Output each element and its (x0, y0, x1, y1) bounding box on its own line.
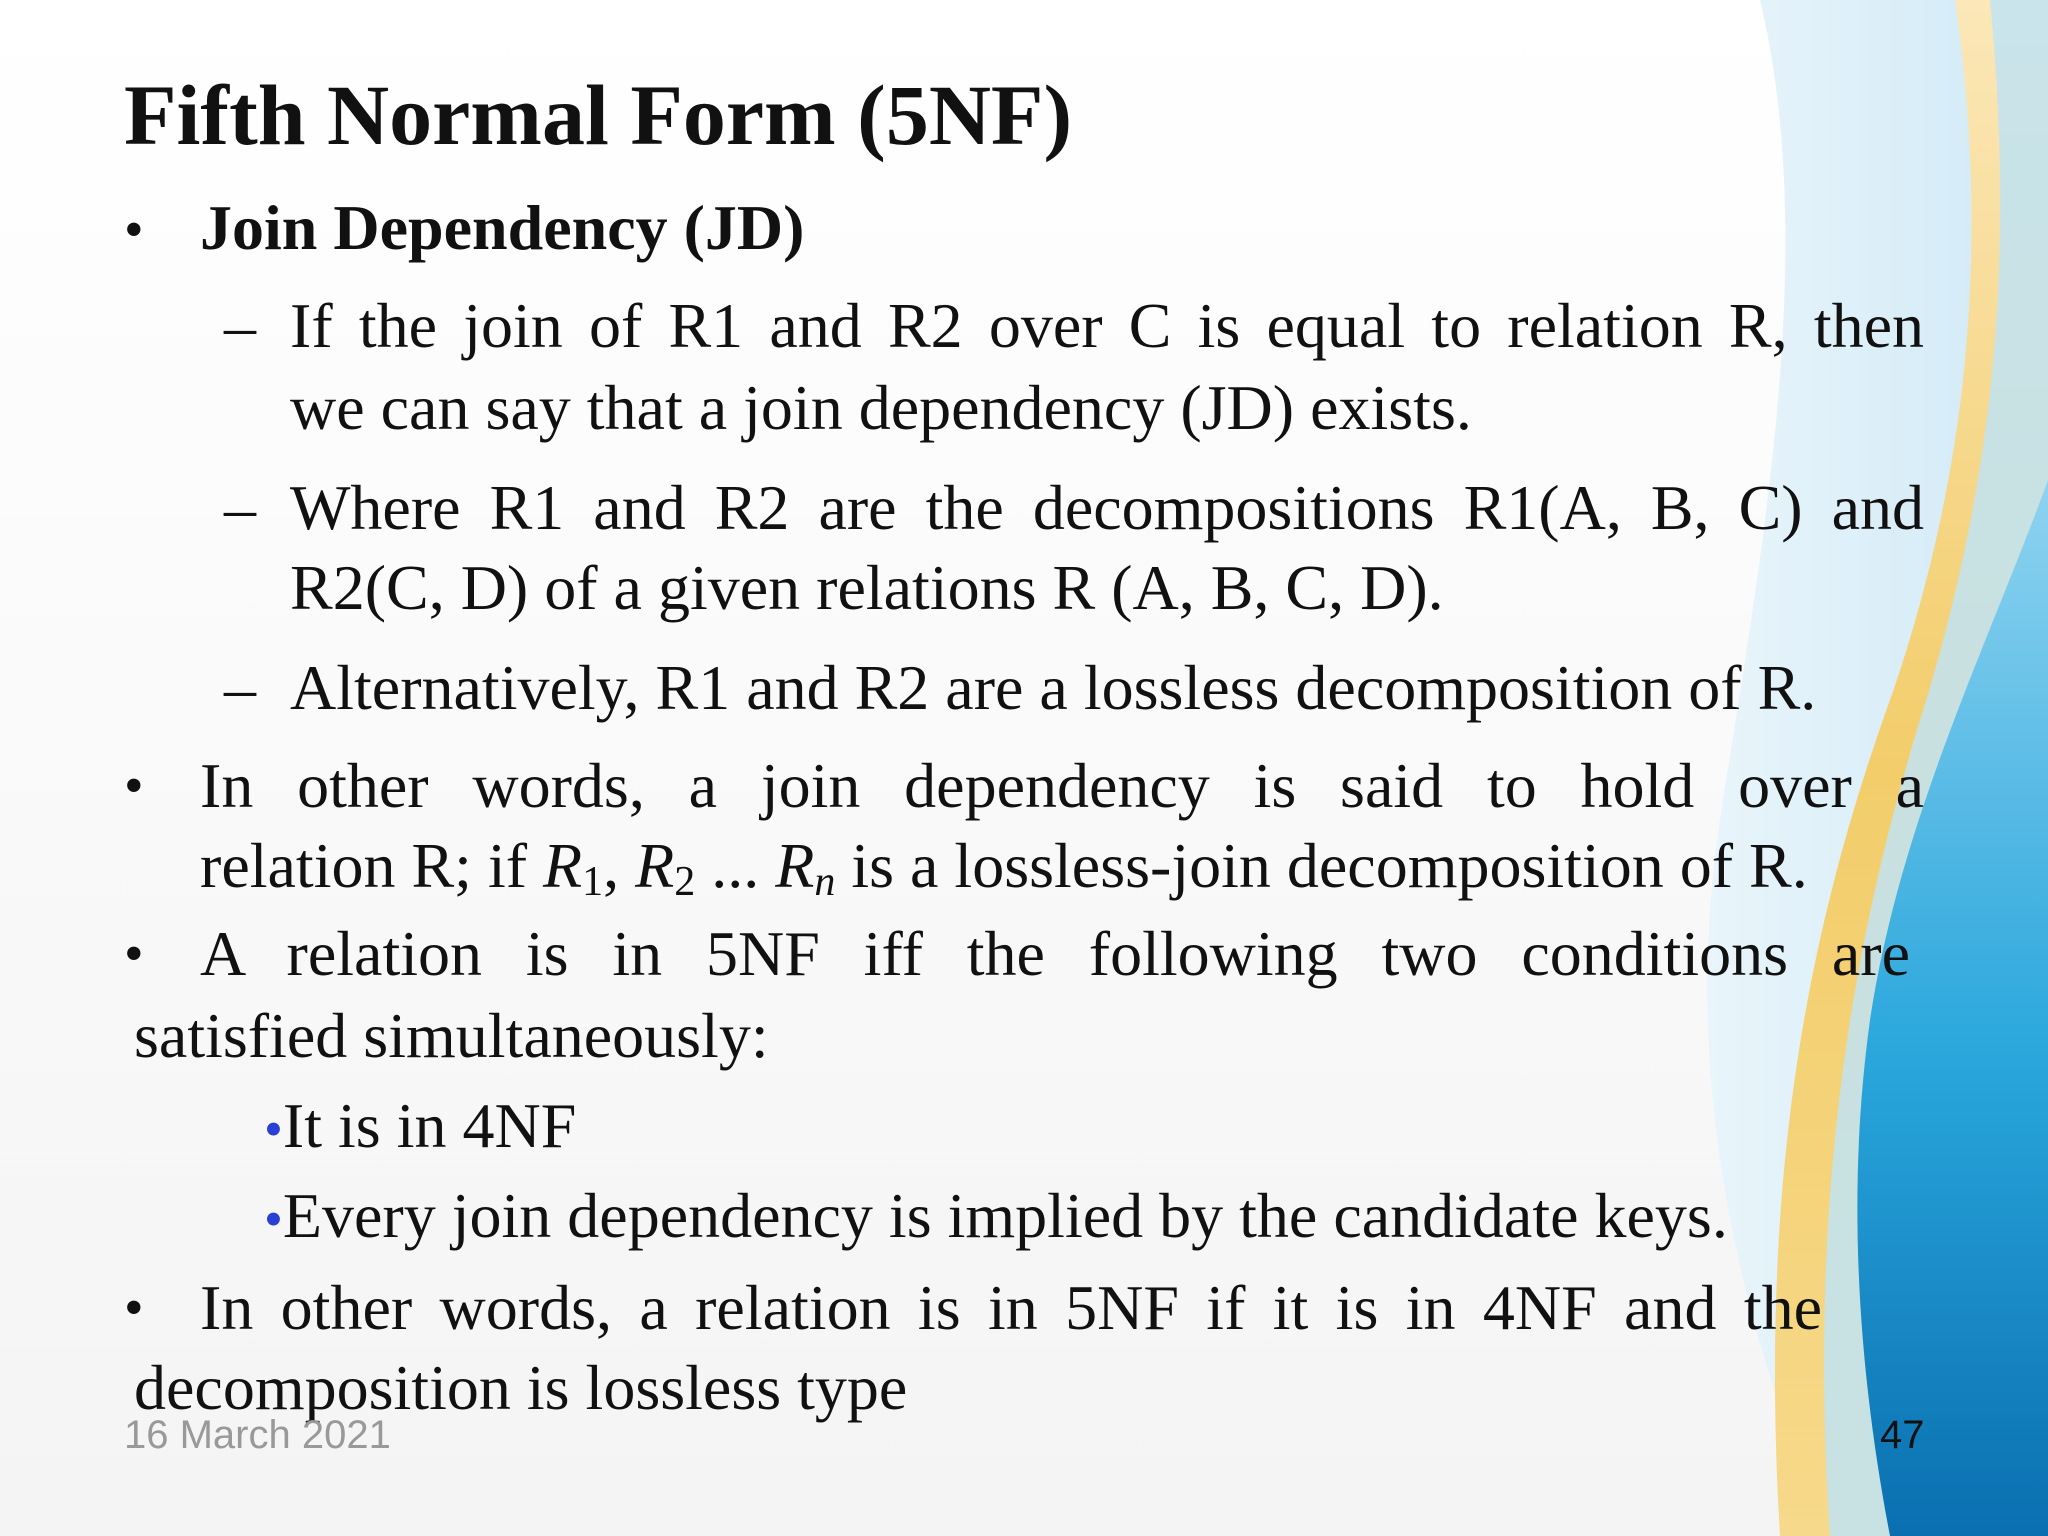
condition-item-1: •It is in 4NF (264, 1090, 577, 1161)
sub-point-2-line-2: R2(C, D) of a given relations R (A, B, C, D). (290, 552, 1444, 623)
footer-date: 16 March 2021 (124, 1413, 391, 1457)
bullet-2-line-2-suffix: is a lossless-join decomposition of R. (851, 830, 1808, 901)
page-number: 47 (1880, 1413, 1925, 1457)
bullet-marker: • (124, 755, 144, 817)
dash-marker: – (224, 652, 256, 723)
sub-point-1-line-1: If the join of R1 and R2 over C is equal to relation R, then (290, 290, 1924, 361)
sub-point-2-line-1: Where R1 and R2 are the decompositions R1(A, B, C) and (290, 472, 1924, 543)
sub-bullet-marker: • (264, 1189, 283, 1249)
bullet-marker: • (124, 923, 144, 985)
bullet-marker: • (124, 1277, 144, 1339)
r1-symbol: R1 (543, 830, 604, 905)
bullet-3-line-2: satisfied simultaneously: (134, 1000, 769, 1071)
bullet-2-line-2-prefix: relation R; if (200, 830, 528, 901)
bullet-3-line-1: A relation is in 5NF iff the following two conditions are (200, 918, 1910, 989)
r2-symbol: R2 (635, 830, 696, 905)
condition-item-2: •Every join dependency is implied by the candidate keys. (264, 1180, 1728, 1251)
sub-point-1-line-2: we can say that a join dependency (JD) exists. (290, 372, 1472, 443)
bullet-4-line-1: In other words, a relation is in 5NF if it is in 4NF and the (200, 1272, 1822, 1343)
join-dependency-heading: Join Dependency (JD) (200, 192, 805, 263)
rn-symbol: Rn (775, 830, 836, 905)
dash-marker: – (224, 472, 256, 543)
slide-title: Fifth Normal Form (5NF) (124, 67, 1073, 163)
bullet-4-line-2: decomposition is lossless type (134, 1352, 908, 1423)
bullet-2-line-2: relation R; if R1, R2 ... Rn is a lossless-join decomposition of R. (200, 830, 1808, 905)
bullet-2-line-1: In other words, a join dependency is said to hold over a (200, 750, 1924, 821)
dash-marker: – (224, 290, 256, 361)
bullet-marker: • (124, 199, 144, 261)
ellipsis: ... (711, 830, 760, 901)
sub-bullet-marker: • (264, 1099, 283, 1159)
sub-point-3-line-1: Alternatively, R1 and R2 are a lossless decomposition of R. (290, 652, 1817, 723)
